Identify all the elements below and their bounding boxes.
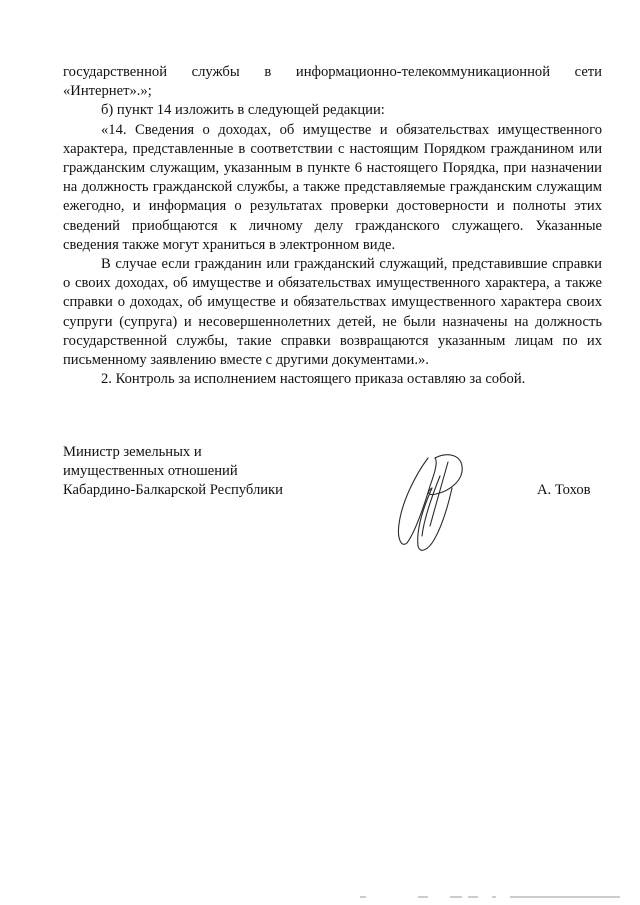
handwritten-signature xyxy=(388,446,468,556)
paragraph-continuation: государственной службы в информационно-телекоммуникационной сети «Интернет».»; xyxy=(63,64,602,100)
paragraph-item-b: б) пункт 14 изложить в следующей редакции: xyxy=(101,102,385,119)
signatory-title xyxy=(63,443,363,501)
signatory-title-line-2: имущественных отношений xyxy=(63,463,238,480)
paragraph-return-of-certificates: В случае если гражданин или гражданский служащий, представившие справки о своих доходах, об имуществе и обязательствах имущественного характера, а также справки о доходах, об имуществе и обязательствах имущественного характера своих супруги (супруга) и несовершеннолетних детей, не были назначены на должность государственной службы, такие справки возвращаются указанным лицам по их письменному заявлению вместе с другими документами.». xyxy=(63,256,602,369)
paragraph-control-clause: 2. Контроль за исполнением настоящего приказа оставляю за собой. xyxy=(101,371,526,388)
signatory-name: А. Тохов xyxy=(537,482,591,498)
signatory-title-line-1: Министр земельных и xyxy=(63,444,202,460)
scan-artifact-line xyxy=(300,893,620,901)
document-body xyxy=(63,63,602,389)
signatory-title-line-3: Кабардино-Балкарской Республики xyxy=(63,482,283,499)
paragraph-clause-14: «14. Сведения о доходах, об имуществе и обязательствах имущественного характера, представленные в соответствии с настоящим Порядком гражданином или гражданским служащим, указанным в пункте 6 настоящего Порядка, при назначении на должность гражданской службы, а также представляемые гражданским служащим ежегодно, и информация о результатах проверки достоверности и полноты этих сведений приобщаются к личному делу гражданского служащего. Указанные сведения также могут храниться в электронном виде. xyxy=(63,121,602,253)
